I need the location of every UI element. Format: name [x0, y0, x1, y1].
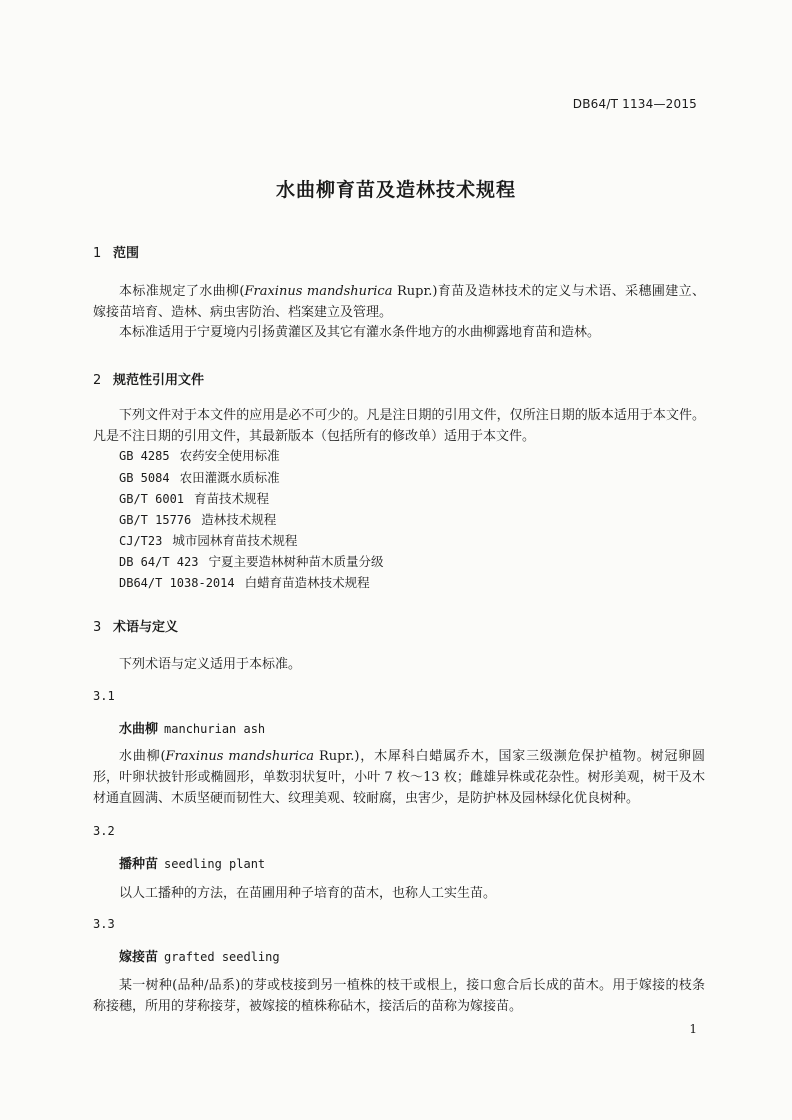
text-run: 水曲柳(: [119, 749, 166, 764]
section-title: 范围: [113, 246, 140, 261]
reference-code: GB 4285: [119, 449, 170, 463]
document-title: 水曲柳育苗及造林技术规程: [275, 179, 516, 201]
term-chinese: 嫁接苗: [119, 950, 159, 965]
term-heading: [119, 946, 280, 965]
reference-item: [119, 510, 276, 530]
section-title: 规范性引用文件: [113, 373, 205, 388]
term-definition: 某一树种(品种/品系)的芽或枝接到另一植株的枝干或根上，接口愈合后长成的苗木。用于嫁接的枝条称接穗，所用的芽称接芽，被嫁接的植株称砧木，接活后的苗称为嫁接苗。: [93, 978, 705, 1014]
term-definition: 以人工播种的方法，在苗圃用种子培育的苗木，也称人工实生苗。: [119, 886, 497, 901]
scope-paragraph-2: 本标准适用于宁夏境内引扬黄灌区及其它有灌水条件地方的水曲柳露地育苗和造林。: [119, 325, 601, 340]
section-number: 1: [93, 246, 102, 261]
section-title: 术语与定义: [113, 620, 179, 635]
text-run: 本标准规定了水曲柳(: [119, 284, 245, 299]
references-intro: 下列文件对于本文件的应用是必不可少的。凡是注日期的引用文件，仅所注日期的版本适用于本文件。凡是不注日期的引用文件，其最新版本（包括所有的修改单）适用于本文件。: [93, 408, 705, 444]
reference-item: [119, 552, 384, 572]
section-number: 2: [93, 373, 102, 388]
term-heading: [119, 853, 265, 872]
reference-name: 白蜡育苗造林技术规程: [244, 575, 370, 590]
section-1-heading: [93, 242, 139, 261]
subsection-number: 3.1: [93, 689, 115, 703]
reference-name: 城市园林育苗技术规程: [172, 533, 298, 548]
scope-paragraph-1: [93, 281, 705, 323]
terms-intro: 下列术语与定义适用于本标准。: [119, 657, 302, 672]
latin-name: Fraxinus mandshurica: [244, 284, 393, 299]
reference-name: 育苗技术规程: [194, 491, 270, 506]
term-english: grafted seedling: [164, 950, 280, 964]
term-definition: [93, 746, 705, 809]
text-run: Rupr.)，木犀科白蜡属乔木，国家三级濒危保护植物。树冠卵圆形，叶卵状披针形或椭圆形，单数羽状复叶，小叶 7 枚～13 枚；雌雄异株或花杂性。树形美观，树干及木材通直圆满、木质坚硬而韧性大、纹理美观、较耐腐，虫害少，是防护林及园林绿化优良树种。: [93, 749, 706, 806]
reference-name: 农药安全使用标准: [179, 448, 280, 463]
reference-item: [119, 531, 297, 551]
subsection-number: 3.2: [93, 824, 115, 838]
reference-code: GB 5084: [119, 471, 170, 485]
term-chinese: 播种苗: [119, 857, 159, 872]
latin-name: Fraxinus mandshurica: [165, 749, 314, 764]
section-2-heading: [93, 369, 204, 388]
reference-item: [119, 446, 280, 466]
reference-code: CJ/T23: [119, 534, 163, 548]
text-run: Rupr.)育苗及造林技术的定义与术语、采穗圃建立、嫁接苗培育、造林、病虫害防治、档案建立及管理。: [93, 284, 705, 320]
reference-item: [119, 468, 280, 488]
reference-code: GB/T 15776: [119, 513, 192, 527]
standard-code: DB64/T 1134—2015: [572, 97, 697, 111]
reference-item: [119, 489, 269, 509]
section-3-heading: [93, 616, 178, 635]
section-number: 3: [93, 620, 102, 635]
term-chinese: 水曲柳: [119, 722, 159, 737]
reference-name: 农田灌溉水质标准: [179, 470, 280, 485]
term-english: manchurian ash: [164, 722, 266, 736]
reference-name: 造林技术规程: [201, 512, 277, 527]
reference-name: 宁夏主要造林树种苗木质量分级: [208, 554, 384, 569]
term-english: seedling plant: [164, 857, 266, 871]
reference-code: DB64/T 1038-2014: [119, 576, 235, 590]
page-number: 1: [689, 1022, 697, 1036]
reference-item: [119, 573, 370, 593]
term-heading: [119, 718, 265, 737]
reference-code: DB 64/T 423: [119, 555, 199, 569]
reference-code: GB/T 6001: [119, 492, 185, 506]
subsection-number: 3.3: [93, 917, 115, 931]
